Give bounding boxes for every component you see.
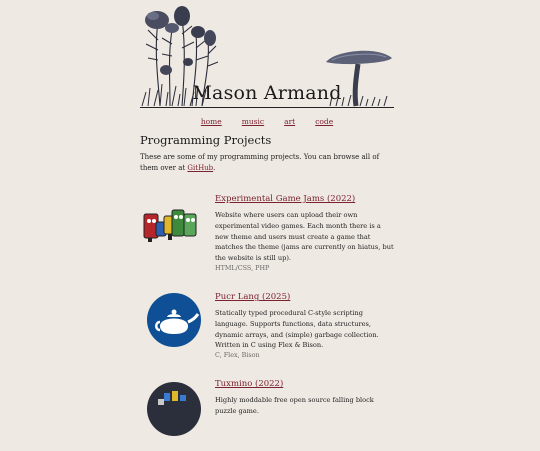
project-title-link[interactable]: Tuxmino (2022) <box>215 379 284 389</box>
nav-link-code[interactable]: code <box>315 117 334 126</box>
intro-text: These are some of my programming projects. You can browse all of them over at <box>140 153 380 172</box>
project-thumbnail[interactable] <box>140 292 208 360</box>
project-description: Highly moddable free open source falling block puzzle game. <box>215 396 374 415</box>
intro-paragraph <box>140 152 394 174</box>
project-thumbnail[interactable] <box>140 379 208 447</box>
project-description: Website where users can upload their own experimental video games. Each month there is a new theme and users must create a game that matches the theme (jams are currently on hiatus, but the website is still up). <box>215 211 394 263</box>
project-tags: HTML/CSS, PHP <box>215 264 270 272</box>
nav-link-music[interactable]: music <box>241 117 265 126</box>
site-title: Mason Armand <box>192 82 342 104</box>
main-nav <box>140 117 394 126</box>
nav-link-art[interactable]: art <box>284 117 296 126</box>
page <box>140 0 394 415</box>
game-characters-icon <box>140 194 208 262</box>
page-title: Programming Projects <box>140 133 272 147</box>
project-description: Statically typed procedural C-style scripting language. Supports functions, data structures, dynamic arrays, and (simple) garbage collection. Written in C using Flex & Bison. <box>215 309 379 350</box>
github-link[interactable]: GitHub <box>187 164 214 172</box>
intro-end: . <box>213 164 216 172</box>
header-divider <box>140 107 394 108</box>
project-title-link[interactable]: Pucr Lang (2025) <box>215 292 291 302</box>
nav-link-home[interactable]: home <box>200 117 222 126</box>
project-thumbnail[interactable] <box>140 194 208 262</box>
project-tags: C, Flex, Bison <box>215 351 260 359</box>
tux-blocks-icon <box>140 379 208 447</box>
header-banner <box>140 0 394 112</box>
teapot-icon <box>140 292 208 360</box>
project-title-link[interactable]: Experimental Game Jams (2022) <box>215 194 356 204</box>
